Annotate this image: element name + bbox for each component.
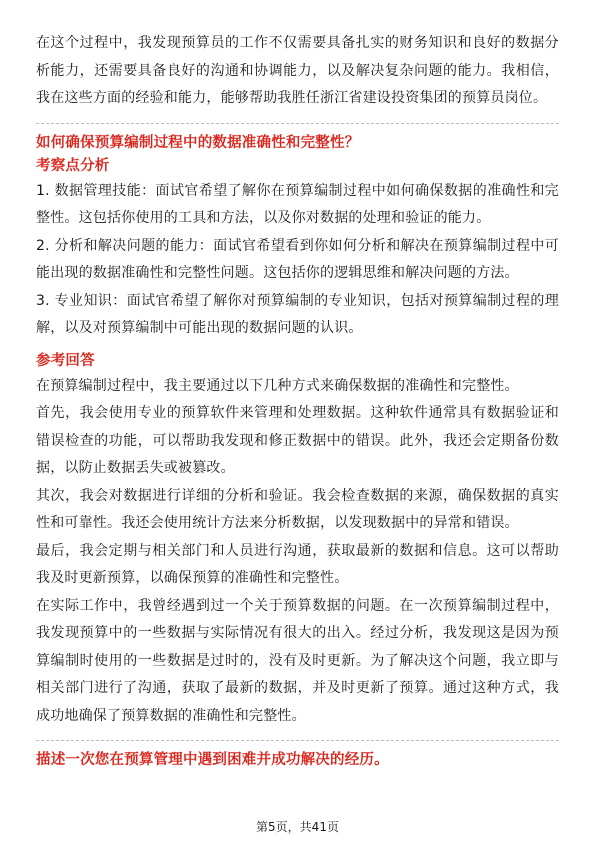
answer-paragraph: 最后，我会定期与相关部门和人员进行沟通，获取最新的数据和信息。这可以帮助我及时更新预算，以确保预算的准确性和完整性。 — [36, 542, 559, 586]
answer-paragraph: 在预算编制过程中，我主要通过以下几种方式来确保数据的准确性和完整性。 — [36, 377, 519, 394]
analysis-item: 3. 专业知识：面试官希望了解你对预算编制的专业知识，包括对预算编制过程的理解，以及对预算编制中可能出现的数据问题的认识。 — [36, 292, 559, 336]
document-page — [36, 30, 559, 772]
question-title: 描述一次您在预算管理中遇到困难并成功解决的经历。 — [36, 752, 389, 768]
section-divider — [36, 740, 559, 741]
answer-paragraph: 其次，我会对数据进行详细的分析和验证。我会检查数据的来源，确保数据的真实性和可靠性。我还会使用统计方法来分析数据，以发现数据中的异常和错误。 — [36, 487, 559, 531]
page-number: 第5页，共41页 — [256, 820, 339, 834]
answer-paragraph: 在实际工作中，我曾经遇到过一个关于预算数据的问题。在一次预算编制过程中，我发现预算中的一些数据与实际情况有很大的出入。经过分析，我发现这是因为预算编制时使用的一些数据是过时的，没有及时更新。为了解决这个问题，我立即与相关部门进行了沟通，获取了最新的数据，并及时更新了预算。通过这种方式，我成功地确保了预算数据的准确性和完整性。 — [36, 597, 559, 724]
intro-paragraph: 在这个过程中，我发现预算员的工作不仅需要具备扎实的财务知识和良好的数据分析能力，还需要具备良好的沟通和协调能力，以及解决复杂问题的能力。我相信，我在这些方面的经验和能力，能够帮助我胜任浙江省建设投资集团的预算员岗位。 — [36, 35, 559, 106]
answer-paragraph: 首先，我会使用专业的预算软件来管理和处理数据。这种软件通常具有数据验证和错误检查的功能，可以帮助我发现和修正数据中的错误。此外，我还会定期备份数据，以防止数据丢失或被篡改。 — [36, 405, 559, 476]
answer-heading: 参考回答 — [36, 352, 95, 369]
question-title: 如何确保预算编制过程中的数据准确性和完整性？ — [36, 134, 360, 151]
analysis-item: 1. 数据管理技能：面试官希望了解你在预算编制过程中如何确保数据的准确性和完整性。这包括你使用的工具和方法，以及你对数据的处理和验证的能力。 — [36, 182, 559, 226]
analysis-item: 2. 分析和解决问题的能力：面试官希望看到你如何分析和解决在预算编制过程中可能出现的数据准确性和完整性问题。这包括你的逻辑思维和解决问题的方法。 — [36, 237, 559, 281]
analysis-heading: 考察点分析 — [36, 157, 110, 174]
section-divider — [36, 123, 559, 124]
